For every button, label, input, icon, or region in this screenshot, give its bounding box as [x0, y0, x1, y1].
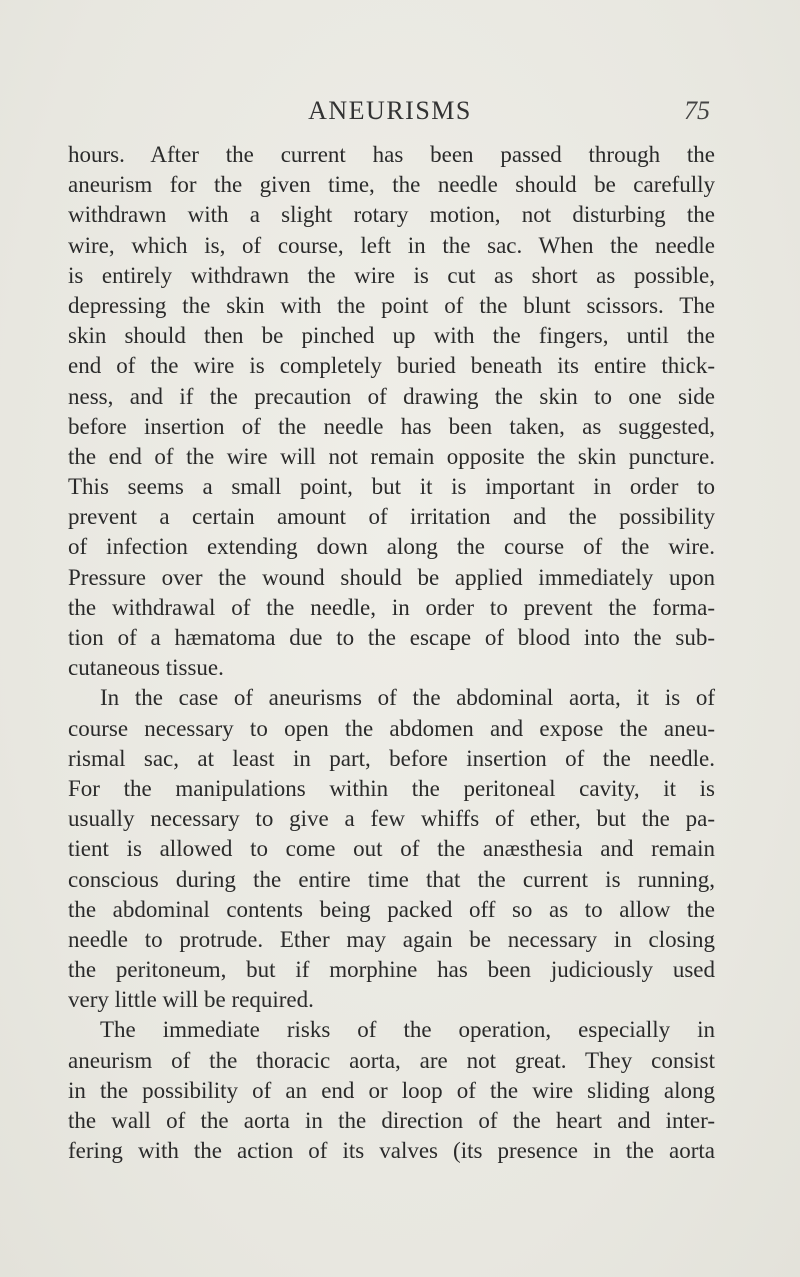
body-text: [68, 140, 715, 1166]
text-line: aneurism for the given time, the needle should be carefully: [68, 172, 715, 198]
text-line: fering with the action of its valves (its presence in the aorta: [68, 1138, 715, 1164]
text-line: In the case of aneurisms of the abdominal aorta, it is of: [100, 685, 715, 711]
text-line: the peritoneum, but if morphine has been judiciously used: [68, 957, 715, 983]
text-line: before insertion of the needle has been taken, as suggested,: [68, 413, 715, 439]
text-line: the withdrawal of the needle, in order to prevent the forma-: [68, 594, 715, 620]
text-line: wire, which is, of course, left in the sac. When the needle: [68, 232, 715, 258]
text-line: withdrawn with a slight rotary motion, not disturbing the: [68, 202, 715, 228]
text-line: aneurism of the thoracic aorta, are not great. They consist: [68, 1047, 715, 1073]
paragraph: [68, 140, 715, 683]
text-line: needle to protrude. Ether may again be necessary in closing: [68, 926, 715, 952]
text-line: The immediate risks of the operation, especially in: [100, 1017, 715, 1043]
text-line: course necessary to open the abdomen and expose the aneu-: [68, 715, 715, 741]
text-line: usually necessary to give a few whiffs of ether, but the pa-: [68, 806, 715, 832]
text-line: in the possibility of an end or loop of the wire sliding along: [68, 1077, 715, 1103]
text-line: tion of a hæmatoma due to the escape of blood into the sub-: [68, 625, 715, 650]
page-number: 75: [684, 96, 710, 125]
text-line: tient is allowed to come out of the anæsthesia and remain: [68, 836, 715, 862]
running-head: [70, 96, 710, 132]
text-line: of infection extending down along the course of the wire.: [68, 534, 715, 560]
text-line: conscious during the entire time that the current is running,: [68, 866, 715, 892]
paragraph: [68, 1015, 715, 1166]
text-line: the wall of the aorta in the direction of the heart and inter-: [68, 1108, 715, 1133]
text-line: prevent a certain amount of irritation and the possibility: [68, 504, 715, 530]
text-line: This seems a small point, but it is important in order to: [68, 474, 715, 500]
text-line: For the manipulations within the peritoneal cavity, it is: [68, 775, 715, 801]
text-line: very little will be required.: [68, 987, 314, 1013]
running-title: ANEURISMS: [308, 96, 472, 125]
text-line: Pressure over the wound should be applied immediately upon: [68, 564, 715, 590]
text-line: depressing the skin with the point of the blunt scissors. The: [68, 292, 715, 318]
text-line: hours. After the current has been passed through the: [68, 142, 715, 167]
text-line: end of the wire is completely buried beneath its entire thick-: [68, 353, 715, 379]
paragraph: [68, 683, 715, 1015]
text-line: the end of the wire will not remain opposite the skin puncture.: [68, 443, 715, 469]
text-line: ness, and if the precaution of drawing the skin to one side: [68, 383, 715, 409]
text-line: cutaneous tissue.: [68, 655, 224, 681]
text-line: the abdominal contents being packed off so as to allow the: [68, 896, 715, 922]
text-line: is entirely withdrawn the wire is cut as short as possible,: [68, 262, 715, 288]
text-line: rismal sac, at least in part, before insertion of the needle.: [68, 745, 715, 771]
text-line: skin should then be pinched up with the fingers, until the: [68, 323, 715, 349]
